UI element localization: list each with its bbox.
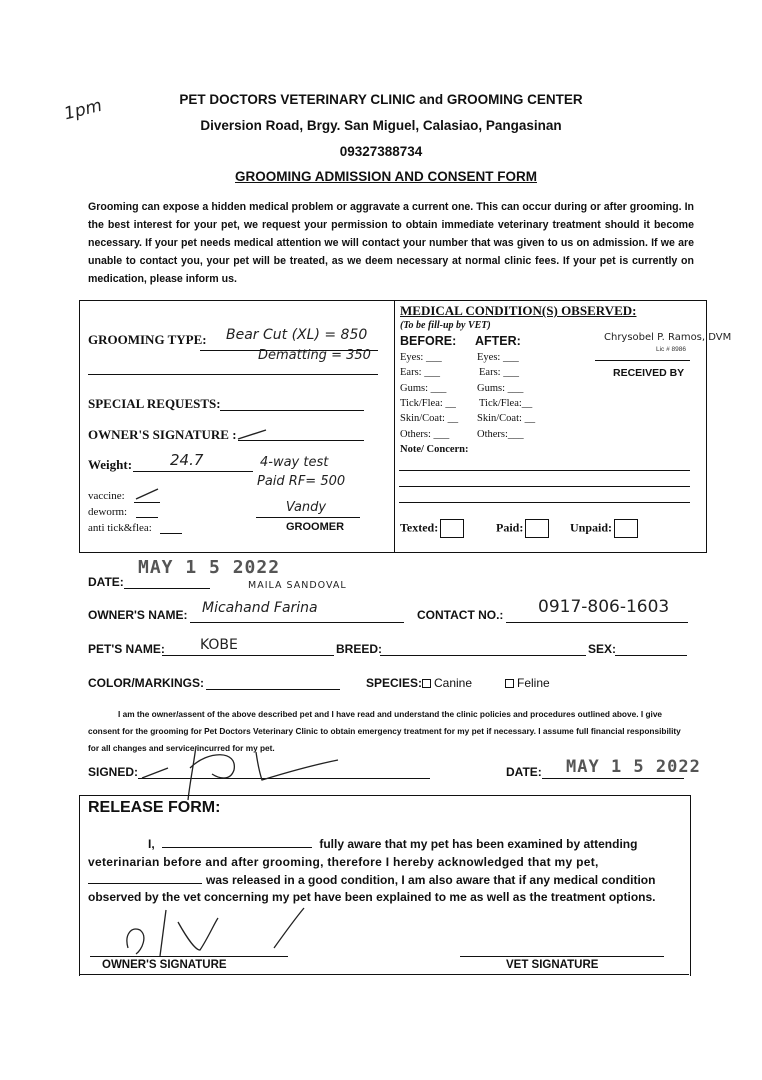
date2-stamp: MAY 1 5 2022 bbox=[566, 757, 701, 777]
release-line-1: I, fully aware that my pet has been examined by attending bbox=[148, 837, 638, 851]
note-paid: Paid RF= 500 bbox=[257, 474, 346, 489]
owner-signature-label: OWNER'S SIGNATURE : bbox=[88, 427, 237, 442]
date2-label: DATE: bbox=[506, 765, 542, 779]
pet-name-label: PET'S NAME: bbox=[88, 642, 165, 656]
pet-name-value: KOBE bbox=[200, 637, 238, 653]
vaccine-label: vaccine: bbox=[88, 490, 125, 502]
weight-value: 24.7 bbox=[170, 451, 204, 469]
before-skincoat: Skin/Coat: __ bbox=[400, 413, 459, 424]
grooming-type-value-1: Bear Cut (XL) = 850 bbox=[226, 327, 368, 343]
texted-checkbox[interactable]: Texted: bbox=[400, 519, 464, 538]
before-ears: Ears: ___ bbox=[400, 367, 440, 378]
release-line-2: veterinarian before and after grooming, therefore I hereby acknowledged that my pet, bbox=[88, 855, 599, 869]
color-label: COLOR/MARKINGS: bbox=[88, 676, 204, 690]
after-skincoat: Skin/Coat: __ bbox=[477, 413, 536, 424]
contact-label: CONTACT NO.: bbox=[417, 608, 504, 622]
after-gums: Gums: ___ bbox=[477, 383, 524, 394]
owner-name-print: MAILA SANDOVAL bbox=[248, 580, 347, 591]
column-divider bbox=[394, 300, 395, 552]
form-title: GROOMING ADMISSION AND CONSENT FORM bbox=[235, 169, 537, 184]
special-requests-label: SPECIAL REQUESTS: bbox=[88, 396, 221, 411]
note-concern-label: Note/ Concern: bbox=[400, 444, 469, 455]
release-owner-signature bbox=[118, 904, 318, 958]
groomer-label: GROOMER bbox=[285, 521, 345, 533]
before-eyes: Eyes: ___ bbox=[400, 352, 442, 363]
after-tickflea: Tick/Flea:__ bbox=[479, 398, 533, 409]
date-label: DATE: bbox=[88, 575, 124, 589]
medical-title: MEDICAL CONDITION(S) OBSERVED: bbox=[400, 303, 637, 318]
unpaid-checkbox[interactable]: Unpaid: bbox=[570, 519, 638, 538]
vet-stamp-lic: Lic # 8986 bbox=[656, 346, 686, 353]
species-label: SPECIES: bbox=[366, 676, 423, 690]
sex-label: SEX: bbox=[588, 642, 617, 656]
groomer-name: Vandy bbox=[285, 500, 327, 515]
intro-paragraph: Grooming can expose a hidden medical problem or aggravate a current one. This can occur during or after grooming. In the best interest for your pet, we request your permission to obtain immediate veterinary treatment should it become necessary. If your pet needs medical attention we will contact your number that was given to us on admission. If we are unable to contact you, your pet will be treated, as we deem necessary at normal clinic fees. If your pet is currently on medication, please inform us. bbox=[88, 201, 694, 285]
after-label: AFTER: bbox=[475, 334, 521, 348]
after-eyes: Eyes: ___ bbox=[477, 352, 519, 363]
clinic-address: Diversion Road, Brgy. San Miguel, Calasiao, Pangasinan bbox=[200, 118, 562, 133]
before-tickflea: Tick/Flea: __ bbox=[400, 398, 456, 409]
before-others: Others: ___ bbox=[400, 429, 450, 440]
consent-paragraph: I am the owner/assent of the above described pet and I have read and understand the clinic policies and procedures outlined above. I give consent for the grooming for Pet Doctors Veterinary Clinic to obtain emergency treatment for my pet if necessary. I assume full financial responsibility for all changes and service incurred for my pet. bbox=[88, 709, 681, 753]
owner-name-value: Micahand Farina bbox=[202, 600, 318, 616]
release-title: RELEASE FORM: bbox=[88, 799, 221, 816]
vaccine-check-mark bbox=[134, 487, 162, 501]
vet-stamp-name: Chrysobel P. Ramos, DVM bbox=[604, 332, 732, 343]
release-vet-sig-label: VET SIGNATURE bbox=[506, 959, 599, 971]
before-label: BEFORE: bbox=[400, 334, 457, 348]
contact-value: 0917-806-1603 bbox=[538, 597, 670, 617]
before-gums: Gums: ___ bbox=[400, 383, 447, 394]
owner-signature-mark bbox=[236, 427, 268, 441]
owner-name-label: OWNER'S NAME: bbox=[88, 608, 188, 622]
clinic-name: PET DOCTORS VETERINARY CLINIC and GROOMING CENTER bbox=[179, 92, 583, 107]
release-line-4: observed by the vet concerning my pet have been explained to me as well as the treatment options. bbox=[88, 890, 656, 904]
after-others: Others:___ bbox=[477, 429, 524, 440]
species-canine-option[interactable]: Canine bbox=[422, 676, 472, 690]
deworm-label: deworm: bbox=[88, 506, 128, 518]
after-ears: Ears: ___ bbox=[479, 367, 519, 378]
clinic-phone: 09327388734 bbox=[339, 144, 423, 159]
grooming-type-value-2: Dematting = 350 bbox=[258, 348, 371, 363]
date-stamp: MAY 1 5 2022 bbox=[138, 557, 281, 578]
grooming-type-label: GROOMING TYPE: bbox=[88, 332, 207, 347]
signed-label: SIGNED: bbox=[88, 765, 139, 779]
species-feline-option[interactable]: Feline bbox=[505, 676, 550, 690]
weight-label: Weight: bbox=[88, 457, 133, 472]
owner-signature bbox=[138, 742, 348, 802]
note-test: 4-way test bbox=[260, 455, 329, 470]
breed-label: BREED: bbox=[336, 642, 383, 656]
received-by-label: RECEIVED BY bbox=[613, 367, 685, 379]
handwritten-time: 1pm bbox=[62, 95, 105, 125]
release-owner-sig-label: OWNER'S SIGNATURE bbox=[102, 959, 227, 971]
paid-checkbox[interactable]: Paid: bbox=[496, 519, 549, 538]
release-line-3: was released in a good condition, I am also aware that if any medical condition bbox=[88, 873, 688, 887]
medical-subtitle: (To be fill-up by VET) bbox=[400, 320, 491, 331]
antitick-label: anti tick&flea: bbox=[88, 522, 152, 534]
